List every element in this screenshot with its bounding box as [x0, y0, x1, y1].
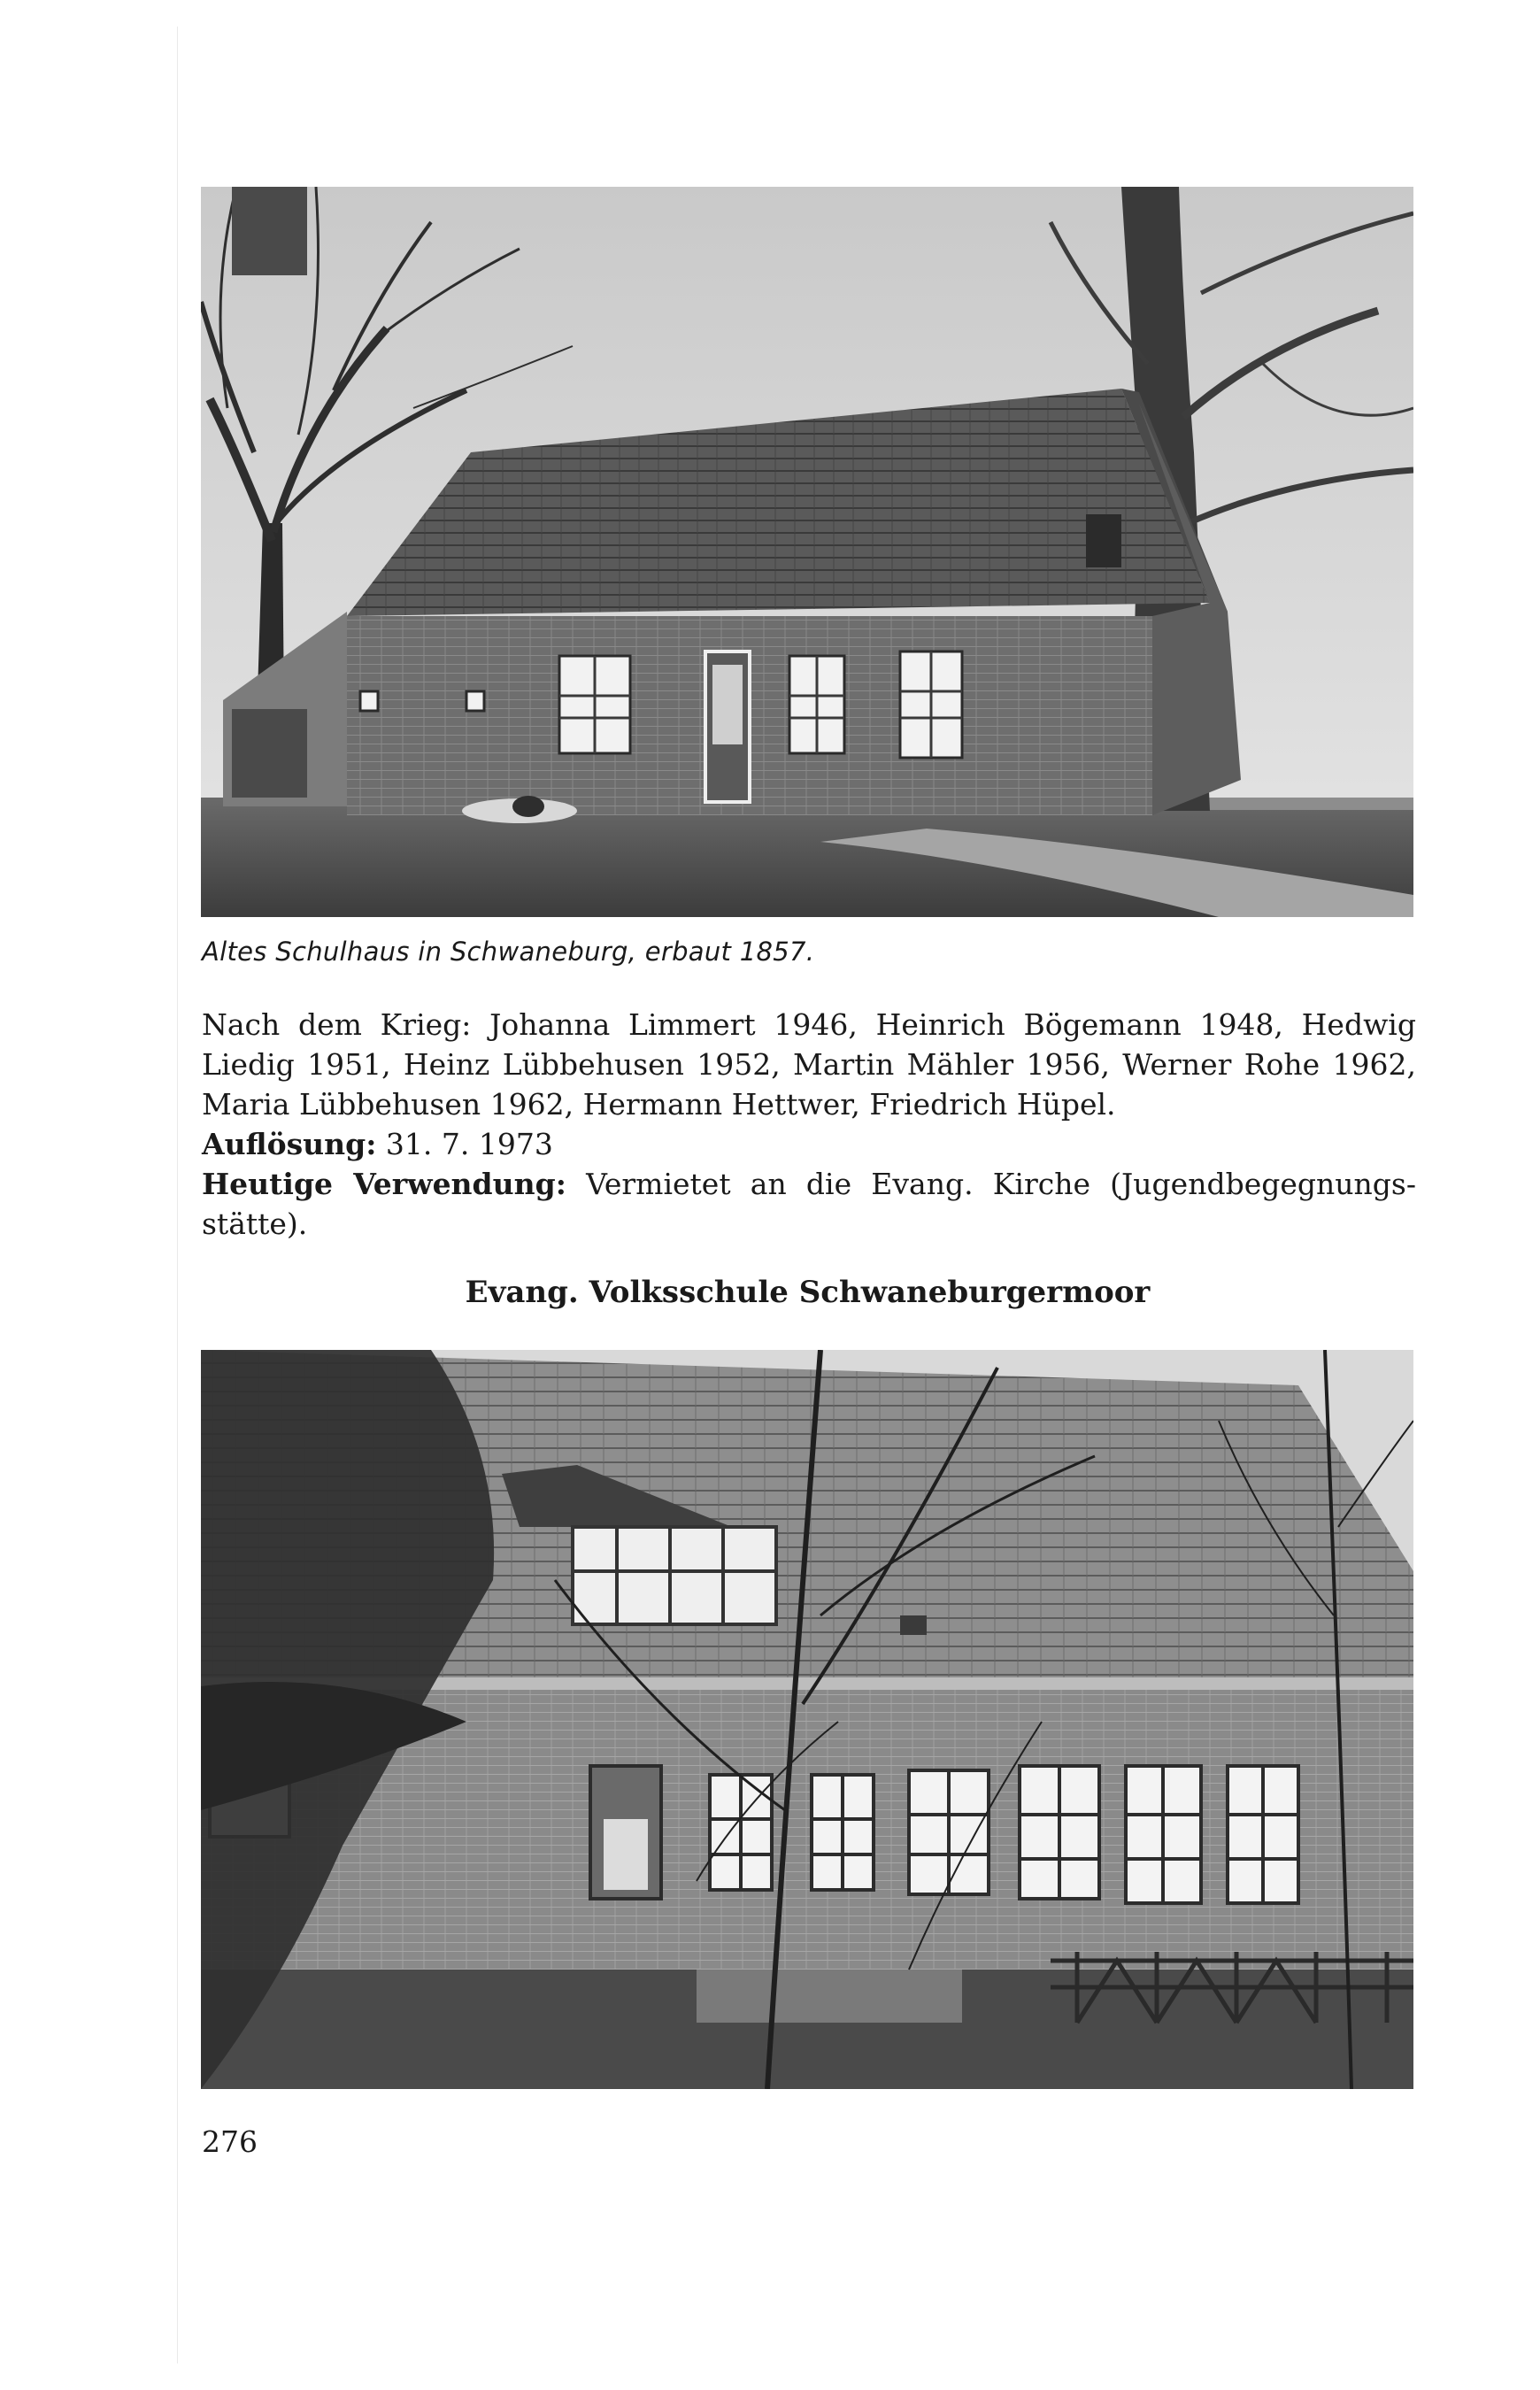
photo-volksschule-image — [201, 1350, 1413, 2089]
aufloesung-label: Auflösung: — [202, 1127, 377, 1161]
photo-volksschule — [201, 1350, 1413, 2089]
photo-old-schoolhouse — [201, 187, 1413, 917]
photo-old-schoolhouse-image — [201, 187, 1413, 917]
aufloesung-line — [202, 1124, 1416, 1164]
verwendung-label: Heutige Verwendung: — [202, 1167, 566, 1201]
verwendung-paragraph — [202, 1164, 1416, 1244]
section-heading: Evang. Volksschule Schwaneburgermoor — [465, 1275, 1151, 1310]
aufloesung-value: 31. 7. 1973 — [385, 1127, 553, 1161]
body-text — [202, 1005, 1416, 1244]
paragraph-line: Nach dem Krieg: Johanna Limmert 1946, Heinrich Bögemann 1948, Hedwig — [202, 1007, 1416, 1042]
paragraph-line: Maria Lübbehusen 1962, Hermann Hettwer, Friedrich Hüpel. — [202, 1087, 1116, 1122]
scan-shadow-edge — [177, 27, 178, 2363]
verwendung-line-continued: stätte). — [202, 1207, 308, 1241]
verwendung-value: Vermietet an die Evang. Kirche (Jugendbegegnungs- — [586, 1167, 1416, 1201]
teacher-list-paragraph — [202, 1005, 1416, 1124]
paragraph-line: Liedig 1951, Heinz Lübbehusen 1952, Martin Mähler 1956, Werner Rohe 1962, — [202, 1047, 1416, 1082]
verwendung-line — [202, 1164, 1416, 1204]
page-number: 276 — [202, 2124, 258, 2159]
photo-caption: Altes Schulhaus in Schwaneburg, erbaut 1857. — [202, 937, 815, 967]
